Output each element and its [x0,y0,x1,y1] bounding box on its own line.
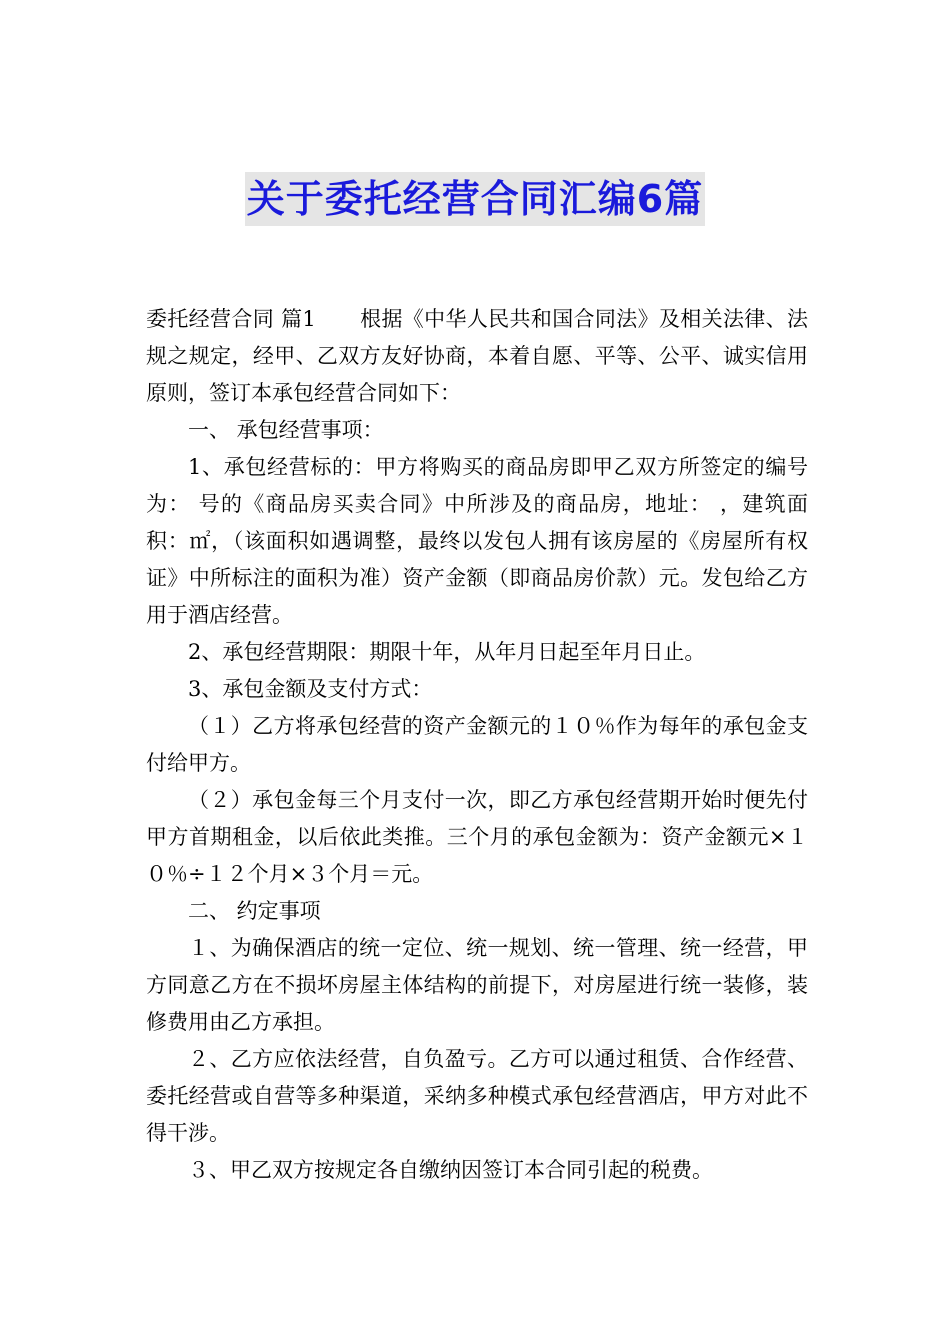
clause-2-2: ２、乙方应依法经营，自负盈亏。乙方可以通过租赁、合作经营、委托经营或自营等多种渠道，采纳多种模式承包经营酒店，甲方对此不得干涉。 [146,1047,808,1145]
document-title: 关于委托经营合同汇编6篇 [245,172,705,226]
intro-paragraph [146,301,808,412]
section-heading-2: 二、 约定事项 [188,899,321,923]
clause-1-3-1: （１）乙方将承包经营的资产金额元的１０％作为每年的承包金支付给甲方。 [146,714,808,775]
clause-2-3: ３、甲乙双方按规定各自缴纳因签订本合同引起的税费。 [188,1158,713,1182]
clause-1-3-2: （２）承包金每三个月支付一次，即乙方承包经营期开始时便先付甲方首期租金，以后依此类推。三个月的承包金额为：资产金额元×１０％÷１２个月×３个月＝元。 [146,788,808,886]
clause-1-1: 1、承包经营标的：甲方将购买的商品房即甲乙双方所签定的编号为： 号的《商品房买卖合同》中所涉及的商品房，地址： ，建筑面积：㎡，（该面积如遇调整，最终以发包人拥有该房屋的《房屋所有权证》中所标注的面积为准）资产金额（即商品房价款）元。发包给乙方用于酒店经营。 [146,455,808,627]
intro-text: 根据《中华人民共和国合同法》及相关法律、法规之规定，经甲、乙双方友好协商，本着自愿、平等、公平、诚实信用原则，签订本承包经营合同如下： [146,307,808,405]
clause-1-2: 2、承包经营期限：期限十年，从年月日起至年月日止。 [188,640,706,664]
document-body [146,301,808,1189]
clause-1-3: 3、承包金额及支付方式： [188,677,433,701]
title-container [0,172,950,226]
section-heading-1: 一、 承包经营事项： [188,418,384,442]
clause-2-1: １、为确保酒店的统一定位、统一规划、统一管理、统一经营，甲方同意乙方在不损坏房屋主体结构的前提下，对房屋进行统一装修，装修费用由乙方承担。 [146,936,808,1034]
contract-label: 委托经营合同 篇1 [146,307,316,331]
